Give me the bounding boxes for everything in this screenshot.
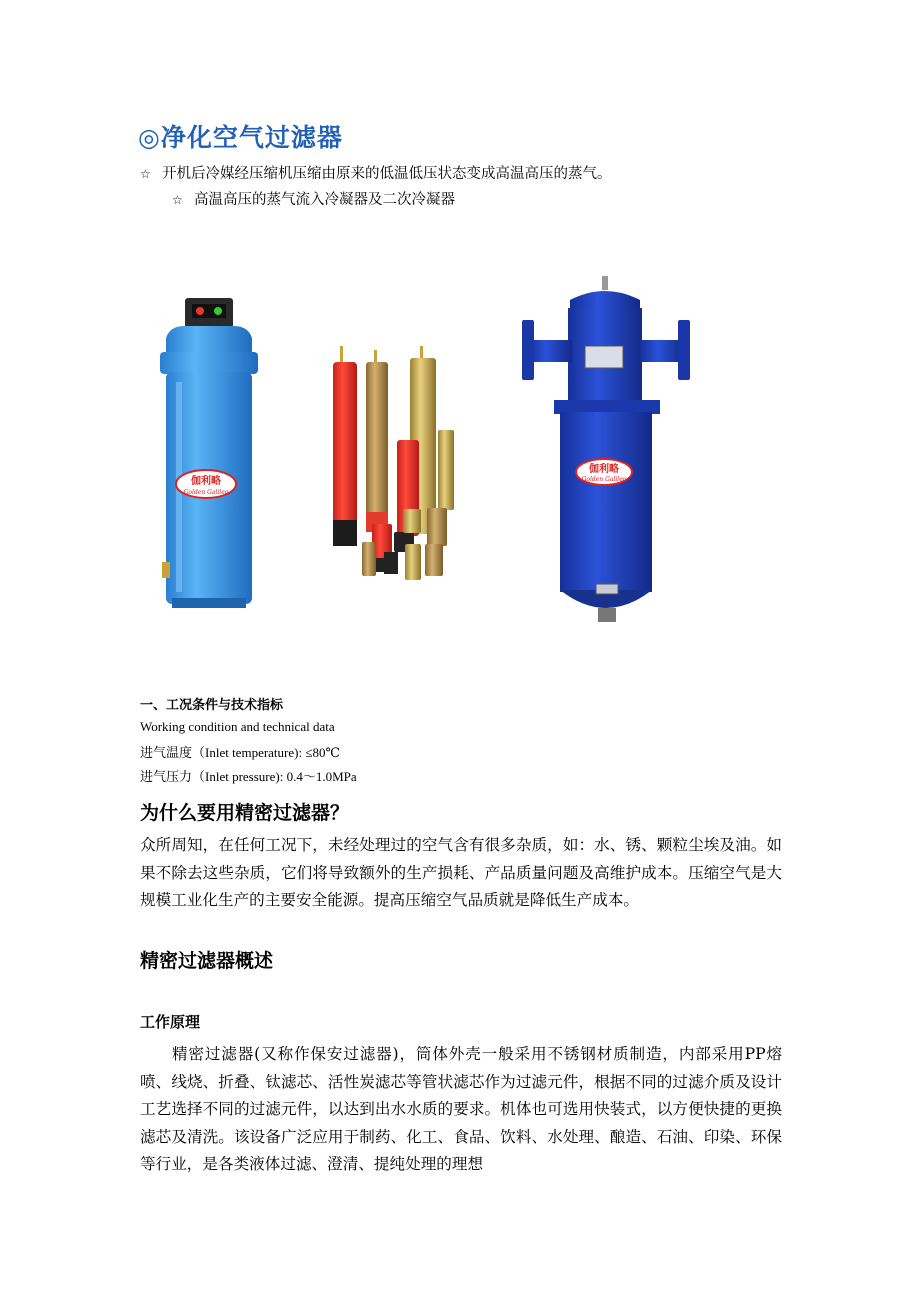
spec-line-1: Working condition and technical data [140,719,335,734]
page-title: ◎净化空气过滤器 [138,123,343,152]
heading-why: 为什么要用精密过滤器？ [140,802,350,824]
brand-logo-subtext: Golden Galileo [581,476,627,483]
paragraph-why: 众所周知，在任何工况下，未经处理过的空气含有很多杂质，如：水、锈、颗粒尘埃及油。如果不除去这些杂质，它们将导致额外的生产损耗、产品质量问题及高维护成本。压缩空气是大规模工业化生产的主要安全能源。提高压缩空气品质就是降低生产成本。 [140,836,782,909]
bullet-item-1 [140,162,612,183]
bullet-text-1: 开机后冷媒经压缩机压缩由原来的低温低压状态变成高温高压的蒸气。 [162,166,612,182]
subheading-principle: 工作原理 [140,1013,201,1031]
bullet-item-2 [172,188,455,209]
brand-logo-text: 伽利略 [589,464,619,475]
filter-cartridges-image [333,346,454,580]
product-images [140,262,780,642]
spec-line-3: 进气压力（Inlet pressure): 0.4～1.0MPa [140,769,357,784]
dark-blue-filter-image [522,276,690,622]
section-heading-conditions: 一、工况条件与技术指标 [140,698,284,713]
brand-logo-text: 伽利略 [191,476,221,487]
star-icon: ☆ [172,193,183,207]
spec-line-2: 进气温度（Inlet temperature): ≤80℃ [140,745,341,760]
paragraph-principle: 精密过滤器(又称作保安过滤器)，筒体外壳一般采用不锈钢材质制造，内部采用PP熔喷、线烧、折叠、钛滤芯、活性炭滤芯等管状滤芯作为过滤元件，根据不同的过滤介质及设计工艺选择不同的过滤元件，以达到出水水质的要求。机体也可选用快装式，以方便快捷的更换滤芯及清洗。该设备广泛应用于制药、化工、食品、饮料、水处理、酿造、石油、印染、环保等行业，是各类液体过滤、澄清、提纯处理的理想 [140,1045,782,1173]
brand-logo-subtext: Golden Galileo [183,489,229,496]
bullet-text-2: 高温高压的蒸气流入冷凝器及二次冷凝器 [194,192,455,208]
light-blue-filter-image [160,298,258,608]
heading-overview: 精密过滤器概述 [140,950,274,972]
star-icon: ☆ [140,167,151,181]
